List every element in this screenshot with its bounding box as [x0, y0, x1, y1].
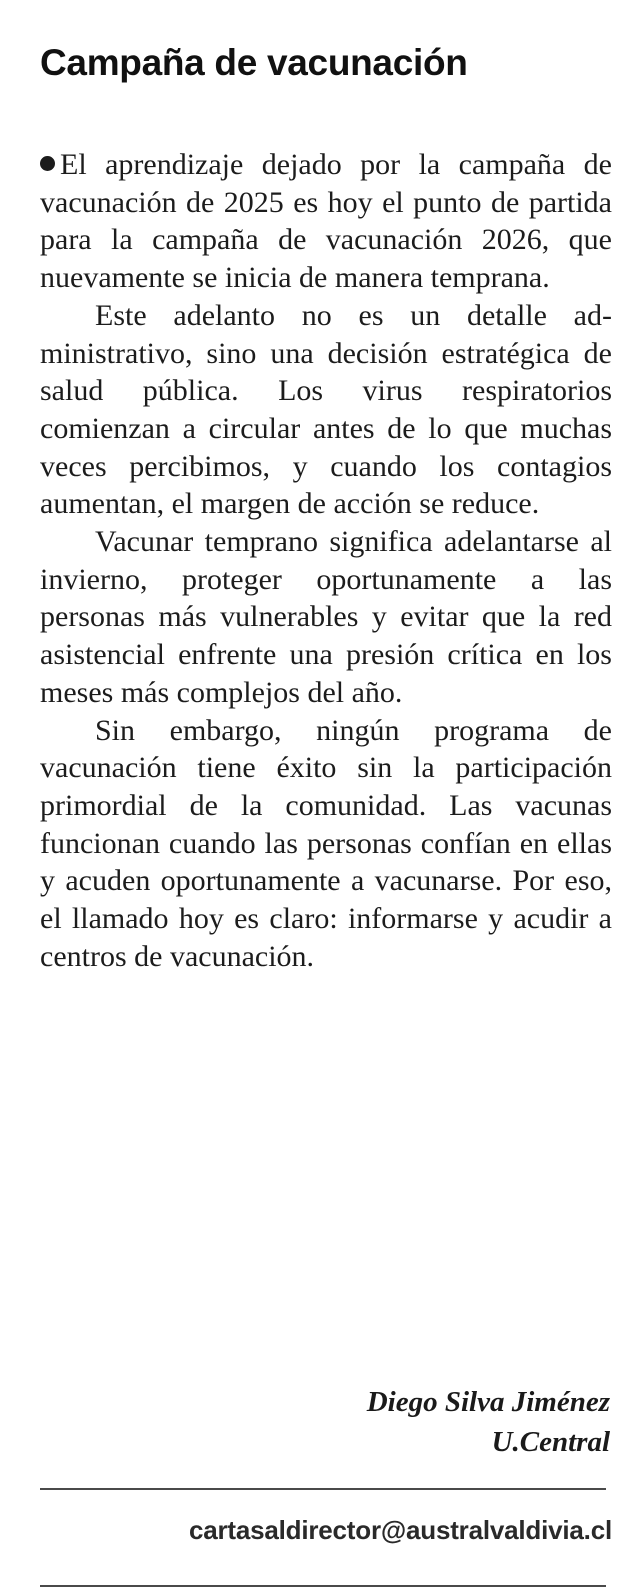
divider-bottom — [40, 1585, 606, 1587]
paragraph-1-text: El aprendizaje dejado por la campaña de vacunación de 2025 es hoy el punto de partida para la campaña de vacunación 2026, que nuevamente se inicia de manera temprana. — [40, 148, 612, 295]
divider-top — [40, 1488, 606, 1490]
letter-body — [40, 146, 612, 975]
contact-email: cartasaldirector@australvaldivia.cl — [188, 1515, 612, 1545]
letter-title: Campaña de vacunación — [40, 42, 468, 83]
paragraph-2: Este adelanto no es un detalle administrativo, sino una decisión estratégica de salud pública. Los virus respiratorios comienzan a circular antes de lo que muchas veces percibimos, y cuando los contagios aumentan, el margen de acción se reduce. — [40, 298, 612, 521]
author-affiliation: U.Central — [491, 1426, 610, 1458]
signature — [367, 1382, 610, 1462]
paragraph-1 — [40, 146, 612, 297]
paragraph-4: Sin embargo, ningún programa de vacunación tiene éxito sin la participación primordial de la comunidad. Las vacunas funcionan cuando las personas confían en ellas y acuden oportunamente a vacunarse. Por eso, el llamado hoy es claro: informarse y acudir a centros de vacunación. — [40, 713, 612, 973]
author-name: Diego Silva Jiménez — [366, 1386, 610, 1418]
paragraph-3: Vacunar temprano significa adelantarse al invierno, proteger oportunamente a las personas más vulnerables y evitar que la red asistencial enfrente una presión crítica en los meses más complejos del año. — [40, 525, 612, 709]
bullet-icon — [40, 156, 55, 171]
